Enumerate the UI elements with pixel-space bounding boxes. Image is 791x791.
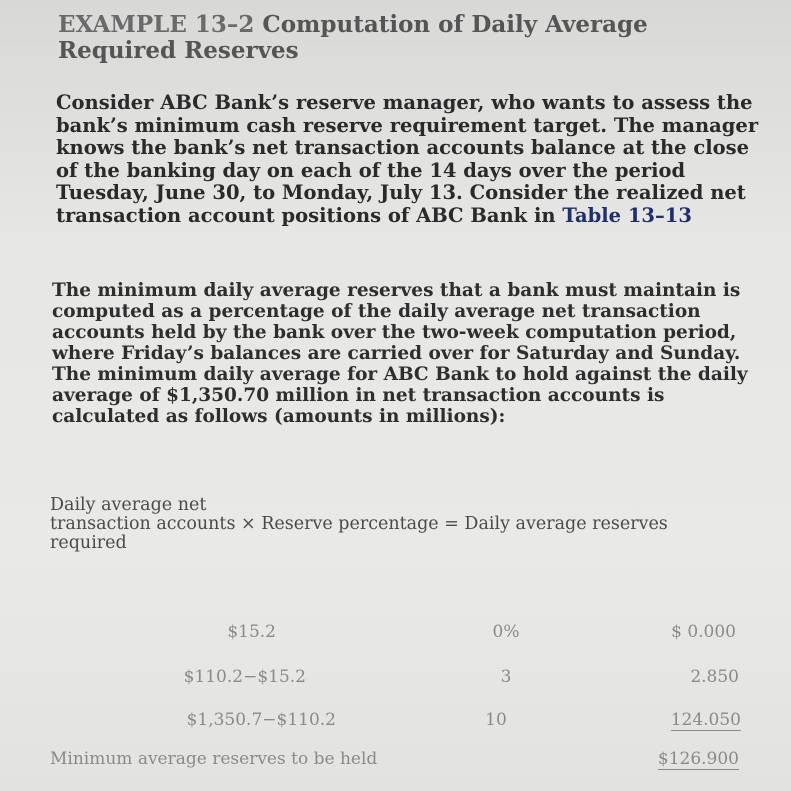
- row-amount: $15.2: [227, 622, 276, 642]
- row-amount: $1,350.7−$110.2: [186, 710, 336, 730]
- total-row: [0, 749, 791, 771]
- row-reserve: $ 0.000: [671, 622, 736, 642]
- total-label: Minimum average reserves to be held: [50, 749, 378, 769]
- example-title-line1: Computation of Daily Average: [262, 11, 648, 38]
- table-reference-link[interactable]: Table 13–13: [562, 203, 692, 227]
- example-title-line2: Required Reserves: [58, 37, 299, 64]
- row-percentage: 0%: [492, 622, 520, 642]
- example-label: EXAMPLE 13–2: [58, 11, 255, 38]
- formula-line1: Daily average net: [50, 495, 207, 515]
- reserve-formula: [50, 496, 766, 553]
- row-percentage: 10: [485, 710, 507, 730]
- row-amount: $110.2−$15.2: [183, 667, 306, 687]
- row-percentage: 3: [500, 667, 512, 687]
- table-row: [0, 622, 791, 644]
- formula-line2: transaction accounts × Reserve percentage = Daily average reserves: [50, 514, 668, 534]
- example-heading: [58, 12, 758, 64]
- intro-paragraph: [56, 92, 768, 227]
- table-row: [0, 710, 791, 732]
- method-paragraph: The minimum daily average reserves that a bank must maintain is computed as a percentage of the daily average net transaction accounts held by the bank over the two-week computation period, where Friday’s balances are carried over for Saturday and Sunday. The minimum daily average for ABC Bank to hold against the daily average of $1,350.70 million in net transaction accounts is calculated as follows (amounts in millions):: [52, 280, 748, 427]
- row-reserve: 124.050: [670, 710, 741, 730]
- table-row: [0, 667, 791, 689]
- total-value: $126.900: [657, 749, 739, 769]
- row-reserve: 2.850: [690, 667, 739, 687]
- intro-text: Consider ABC Bank’s reserve manager, who wants to assess the bank’s minimum cash reserve requirement target. The manager knows the bank’s net transaction accounts balance at the close of the banking day on each of the 14 days over the period Tuesday, June 30, to Monday, July 13. Consider the realized net transaction account positions of ABC Bank in: [56, 91, 759, 227]
- formula-line3: required: [50, 533, 127, 553]
